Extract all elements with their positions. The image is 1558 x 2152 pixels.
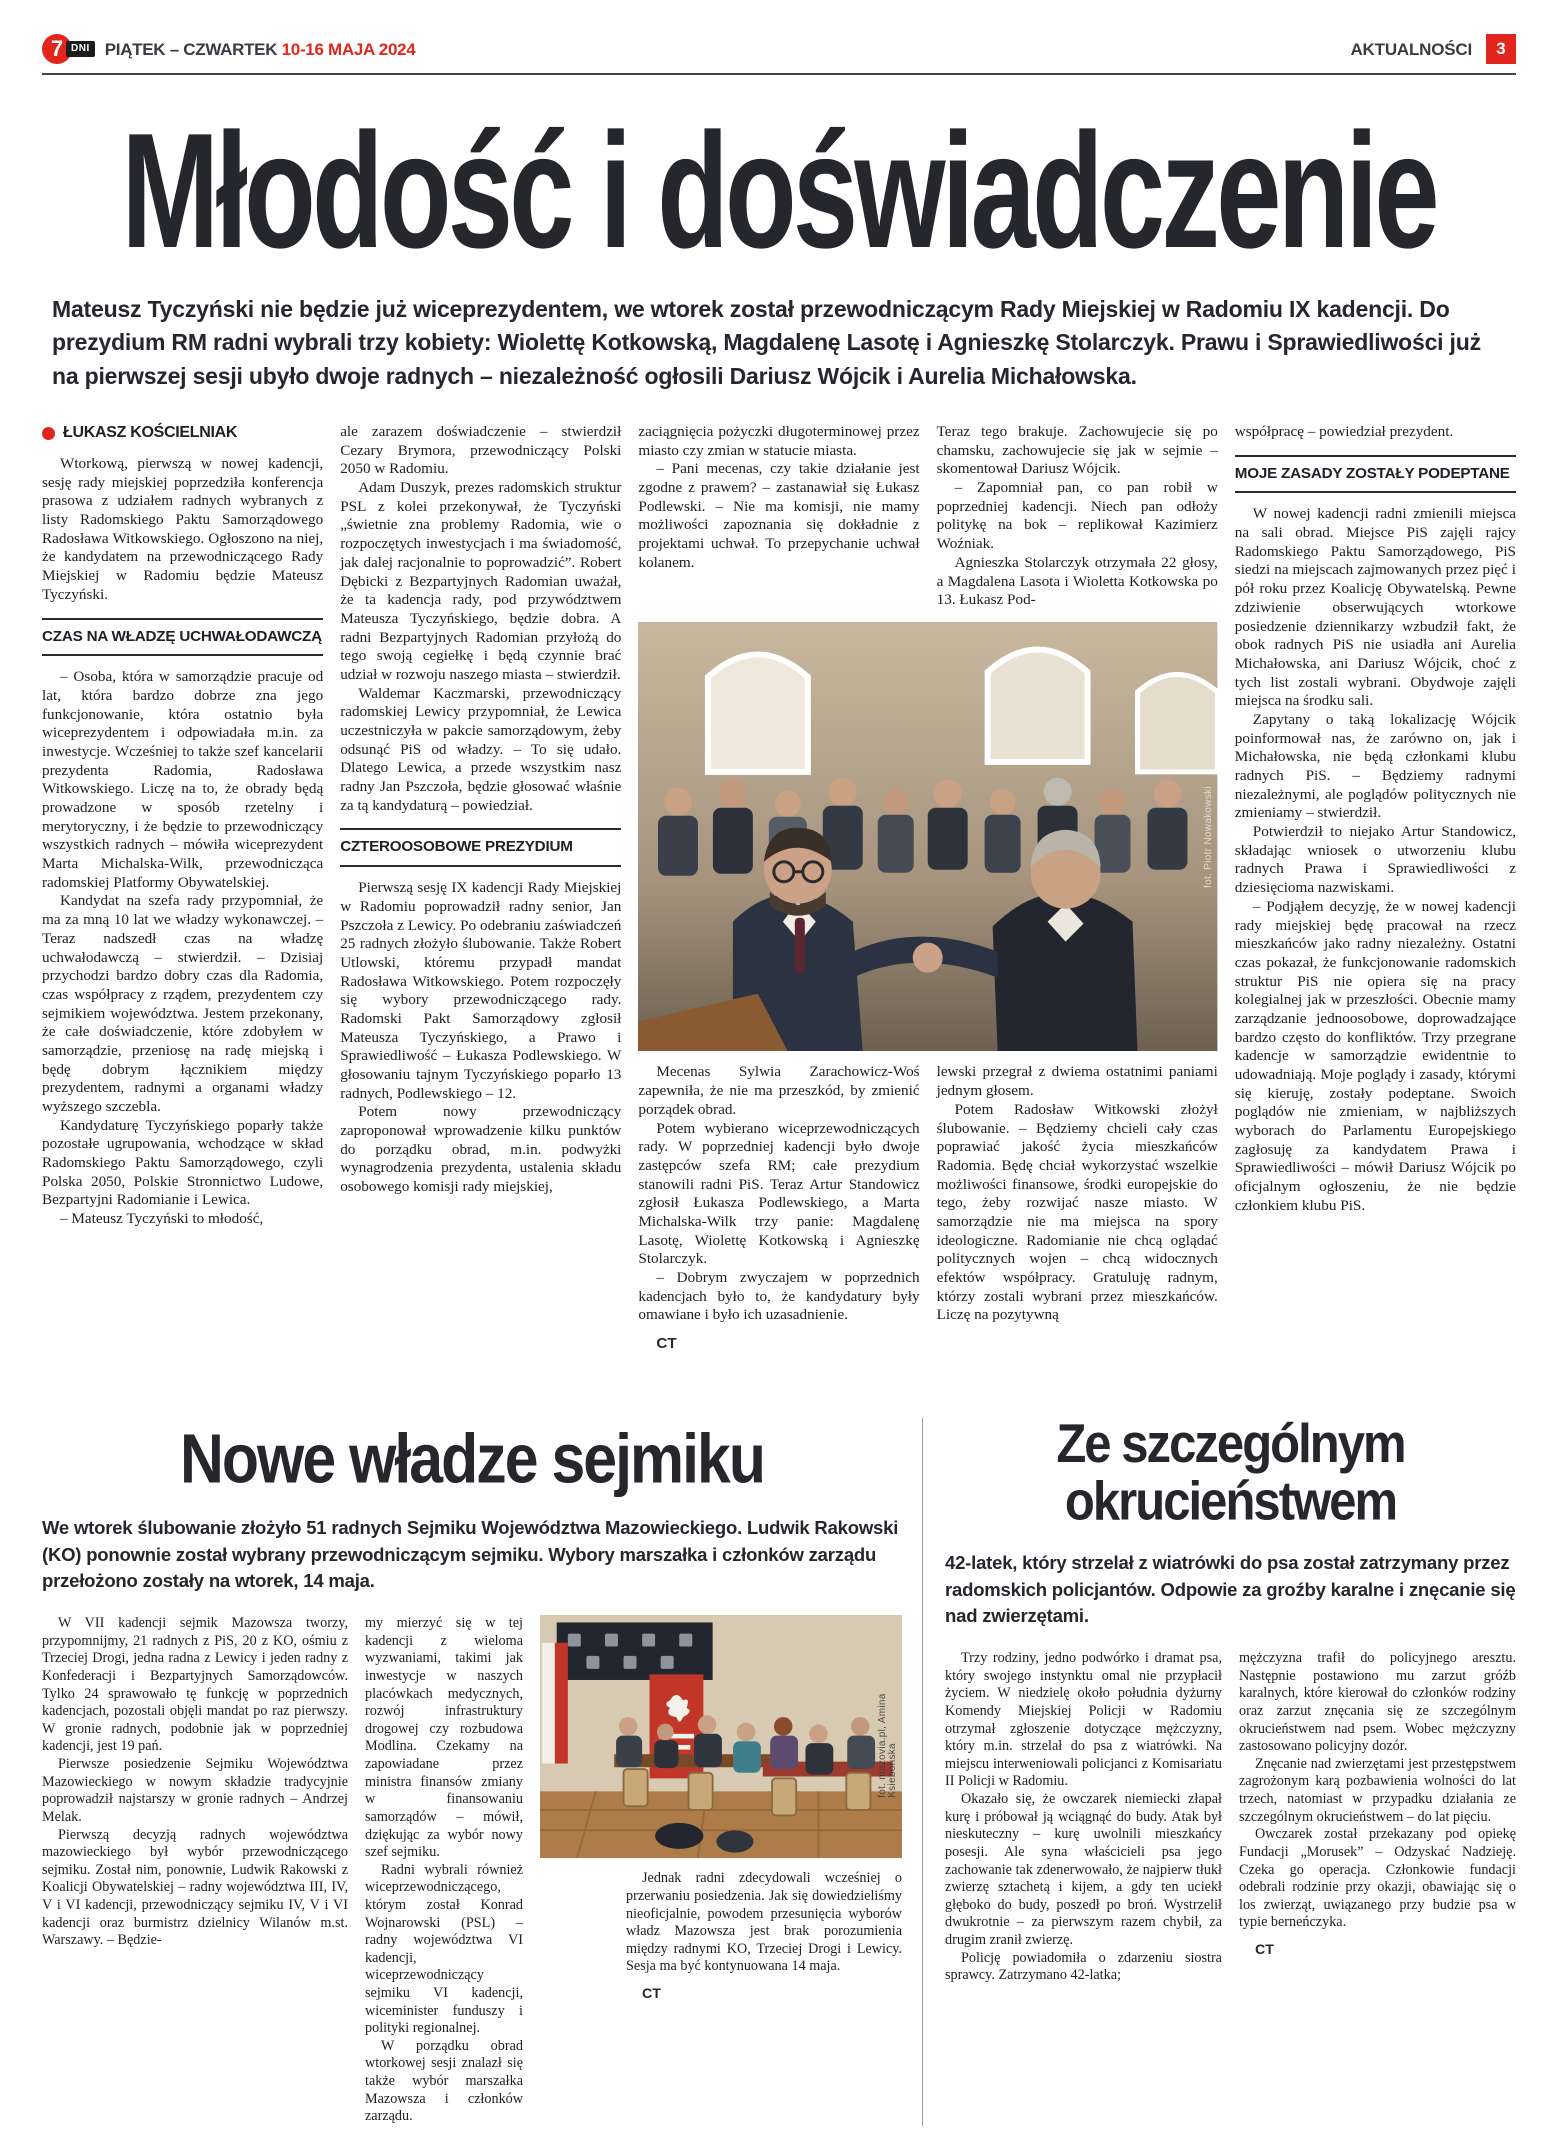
paragraph: W porządku obrad wtorkowej sesji znalazł się także wybór marszałka Mazowsza i członków zarządu.	[365, 2037, 523, 2125]
paragraph: Potem wybierano wiceprzewodniczących rady. W poprzedniej kadencji było dwoje zastępców szefa RM; całe prezydium stanowili radni PiS. Teraz Artur Standowicz zgłosił Łukasza Podlewskiego, a Marta Michalska-Wilk trzy panie: Magdalenę Lasotę, Wiolettę Kotkowską i Agnieszkę Stolarczyk.	[638, 1119, 920, 1268]
masthead-right	[1350, 34, 1516, 64]
paragraph: Trzy rodziny, jedno podwórko i dramat psa, który swojego instynktu omal nie przypłacił życiem. W niedzielę około południa dyżurny Komendy Miejskiej Policji w Radomiu otrzymał zgłoszenie dotyczące mężczyzny, który m.in. strzelał do psa z wiatrówki. Na miejscu interweniowali policjanci z Komisariatu II Policji w Radomiu.	[945, 1650, 1222, 1790]
photo-top-text	[638, 423, 1217, 610]
paragraph: Potwierdził to niejako Artur Standowicz, składając wniosek o utworzeniu klubu radnych Prawa i Sprawiedliwości z dziesięcioma nazwiskami.	[1234, 823, 1516, 897]
sejmik-photo-illustration	[540, 1615, 902, 1858]
cruelty-col-1	[945, 1650, 1222, 1985]
cruelty-article	[922, 1412, 1516, 2126]
cruelty-col-2	[1239, 1650, 1516, 1985]
sejmik-lead: We wtorek ślubowanie złożyło 51 radnych Sejmiku Województwa Mazowieckiego. Ludwik Rakowski (KO) ponownie został wybrany przewodniczącym sejmiku. Wybory marszałka i członków zarządu przełożono zostały na wtorek, 14 maja.	[42, 1516, 899, 1592]
subhead-czteroosobowe-prezydium: CZTEROOSOBOWE PREZYDIUM	[340, 828, 621, 867]
sejmik-photo-session	[540, 1615, 902, 1858]
paragraph: Policję powiadomiła o zdarzeniu siostra sprawcy. Zatrzymano 42-latka;	[945, 1949, 1222, 1984]
paragraph: – Zapomniał pan, co pan robił w poprzedniej kadencji. Niech pan odłoży politykę na bok – replikował Kazimierz Woźniak.	[936, 479, 1218, 553]
paragraph: Agnieszka Stolarczyk otrzymała 22 głosy, a Magdalena Lasota i Wioletta Kotkowska po 13. Łukasz Pod-	[936, 553, 1218, 609]
main-col-3-top	[638, 423, 919, 610]
paragraph: zaciągnięcia pożyczki długoterminowej przez miasto czy zmian w statucie miasta.	[638, 423, 920, 459]
paragraph: Okazało się, że owczarek niemiecki złapał kurę i próbował ją wciągnąć do budy. Atak był nieskuteczny – kurę uwolnili mieszkańcy posesji. Ale syna właścicieli psa jego zachowanie tak zdenerwowało, że najpierw tłukł zwierzę sztachetą i kijem, a gdy ten uciekł głęboko do budy, poszedł po broń. Wystrzelił dwukrotnie – za pierwszym razem chybił, za drugim zranił zwierzę.	[945, 1791, 1222, 1948]
dateline-days: PIĄTEK – CZWARTEK	[104, 39, 278, 59]
paragraph: lewski przegrał z dwiema ostatnimi paniami jednym głosem.	[936, 1063, 1218, 1100]
paragraph: Radni wybrali również wiceprzewodniczącego, którym został Konrad Wojnarowski (PSL) – radny województwa VI kadencji, wiceprzewodniczący sejmiku VI kadencji, wiceminister funduszy i polityki regionalnej.	[365, 1861, 523, 2037]
masthead-left	[42, 34, 415, 64]
masthead	[42, 34, 1516, 75]
paragraph: Waldemar Kaczmarski, przewodniczący radomskiej Lewicy przypomniał, że Lewica uczestniczyła w pakcie samorządowym, żeby odsunąć PiS od władzy. – To się udało. Dlatego Lewica, a przede wszystkim nasz radny Jan Pszczoła, będzie głosować właśnie za tą kandydaturą – powiedział.	[340, 684, 622, 814]
cruelty-headline-line2: okrucieństwem	[1064, 1469, 1397, 1532]
sejmik-headline: Nowe władze sejmiku	[179, 1420, 765, 1498]
article-end-marker: CT	[656, 1335, 677, 1353]
paragraph: – Pani mecenas, czy takie działanie jest zgodne z prawem? – zastanawiał się Łukasz Podlewski. – Nie ma komisji, nie mamy możliwości zapoznania się dokładnie z projektami uchwał. To przepychanie uchwał kolanem.	[638, 460, 920, 571]
dateline-range: 10-16 MAJA 2024	[281, 39, 416, 59]
logo-dni-badge: DNI	[66, 41, 95, 57]
paragraph: – Dobrym zwyczajem w poprzednich kadencjach było to, że kandydatury były omawiane i było ich uzasadnienie.	[638, 1269, 920, 1324]
sejmik-right-area	[540, 1615, 902, 2126]
cruelty-columns	[945, 1650, 1516, 1985]
sejmik-below-photo-text	[540, 1870, 902, 2003]
paragraph: my mierzyć się w tej kadencji z wieloma wyzwaniami, takimi jak inwestycje w naszych placówkach medycznych, rozwój infrastruktury drogowej czy rozbudowa Modlina. Czekamy na zapowiadane przez ministra finansów zmiany w finansowaniu samorządów – mówił, dziękując za wybór nowy szef sejmiku.	[365, 1615, 523, 1861]
paragraph: Kandydat na szefa rady przypomniał, że ma za mną 10 lat we władzy wykonawczej. – Teraz nadszedł czas na władzę uchwałodawczą – stwierdził. – Dzisiaj przychodzi bardzo dobry czas dla Radomia, czas współpracy z rządem, prezydentem czy sejmikiem województwa. Jestem przekonany, że całe doświadczenie, które zdobyłem w samorządzie, przeniosę na radę miejską i będę dobrym łącznikiem między prezydentem, radnymi a organami władzy wyższego szczebla.	[42, 892, 324, 1116]
byline-author: ŁUKASZ KOŚCIELNIAK	[63, 424, 238, 442]
main-photo-columns	[638, 423, 1217, 1354]
main-headline-wrap	[42, 98, 1516, 282]
page-number-badge: 3	[1486, 34, 1516, 64]
byline-dot-icon	[42, 427, 55, 440]
photo-credit: fot. mazovia.pl, Amina Ksiebońska	[877, 1693, 898, 1798]
paragraph: Teraz tego brakuje. Zachowujecie się po chamsku, zachowujecie się jak w sejmie – skomentował Dariusz Wójcik.	[936, 423, 1218, 478]
photo-bottom-text	[638, 1063, 1217, 1353]
main-col-5	[1235, 423, 1516, 1354]
main-col-4-bottom	[937, 1063, 1218, 1353]
main-photo-handshake	[638, 622, 1217, 1052]
cruelty-headline-line1: Ze szczególnym	[1056, 1412, 1405, 1474]
paragraph: Potem Radosław Witkowski złożył ślubowanie. – Będziemy chcieli cały czas poprawiać jakość życia mieszkańców Radomia. Będę chciał wykorzystać wszelkie możliwości finansowe, środki europejskie do tego, żeby rozwijać nasze miasto. W samorządzie nie ma miejsca na spory ideologiczne. Radomianie nie chcą oglądać politycznych wojen – chcą widocznych efektów współpracy. Gratuluję radnym, którzy zostali wybrani przez mieszkańców. Liczę na pozytywną	[936, 1100, 1218, 1324]
article-end-marker: CT	[642, 1986, 661, 2003]
main-photo-illustration	[638, 622, 1217, 1052]
paragraph: Kandydaturę Tyczyńskiego poparły także pozostałe ugrupowania, wchodzące w skład Radomskiego Paktu Samorządowego, czyli Polska 2050, Polskie Stronnictwo Ludowe, Bezpartyjni Radomianie i Lewica.	[42, 1116, 324, 1209]
sejmik-col-2	[365, 1615, 523, 2126]
paragraph: Jednak radni zdecydowali wcześniej o przerwaniu posiedzenia. Jak się dowiedzieliśmy nieoficjalnie, powodem przesunięcia wyborów władz Mazowsza jest brak porozumienia między radnymi KO, Trzeciej Drogi i Lewicy. Sesja ma być kontynuowana 14 maja.	[626, 1870, 902, 1975]
paragraph: Znęcanie nad zwierzętami jest przestępstwem zagrożonym karą pozbawienia wolności do lat trzech, natomiast w przypadku działania ze szczególnym okrucieństwem – do lat pięciu.	[1239, 1755, 1516, 1825]
main-col-4-top	[937, 423, 1218, 610]
paragraph: W VII kadencji sejmik Mazowsza tworzy, przypomnijmy, 21 radnych z PiS, 20 z KO, ośmiu z Trzeciej Drogi, jedna radna z Lewicy i jeden radny z Konfederacji i Bezpartyjnych Samorządowców. Tylko 24 sprawowało tę funkcję w poprzednich kadencjach, pozostali objęli mandat po raz pierwszy. W gronie radnych, podobnie jak w poprzedniej kadencji, jest 19 pań.	[42, 1615, 348, 1755]
paragraph: Wtorkową, pierwszą w nowej kadencji, sesję rady miejskiej poprzedziła konferencja prasowa z udziałem radnych wybranych z listy Radomskiego Paktu Samorządowego Radosława Witkowskiego. Ogłoszono na niej, że kandydatem na przewodniczącego Rady Miejskiej w Radomiu będzie Mateusz Tyczyński.	[42, 455, 324, 603]
photo-credit: fot. Piotr Nowakowski	[1202, 785, 1214, 888]
paragraph: mężczyzna trafił do policyjnego aresztu. Następnie postawiono mu zarzut gróźb karalnych, które kierował do członków rodziny oraz zarzut znęcania się ze szczególnym okrucieństwem nad psem. Wobec mężczyzny zastosowano policyjny dozór.	[1239, 1650, 1516, 1755]
paragraph: współpracę – powiedział prezydent.	[1234, 423, 1454, 441]
bottom-section	[42, 1412, 1516, 2126]
sejmik-article	[42, 1418, 922, 2126]
paragraph: – Mateusz Tyczyński to młodość,	[60, 1210, 264, 1228]
sejmik-columns	[42, 1615, 902, 2126]
subhead-moje-zasady: MOJE ZASADY ZOSTAŁY PODEPTANE	[1235, 455, 1516, 494]
paragraph: – Podjąłem decyzję, że w nowej kadencji rady miejskiej będę pracował na rzecz mieszkańców jako radny niezależny. Ostatni czas pokazał, że funkcjonowanie radomskich struktur PiS nie opiera się na pracy kolegialnej jak w przeszłości. Obecnie mamy zarządzanie jednoosobowe, doprowadzające bardzo często do konfliktów. Trzy przegrane kadencje w samorządzie ewidentnie to udowadniają. Moje poglądy i zasady, którymi się kieruję, zostały podeptane. Swoich poglądów nie zmieniam, w najbliższych wyborach do Parlamentu Europejskiego zagłosuję za kandydatem Prawa i Sprawiedliwości – mówił Dariusz Wójcik po oficjalnym ogłoszeniu, że nie będzie członkiem klubu PiS.	[1234, 897, 1516, 1214]
dateline	[105, 41, 416, 58]
logo-7-icon: 7	[42, 34, 72, 64]
byline	[42, 425, 323, 441]
main-article	[42, 98, 1516, 1354]
paragraph: Pierwsze posiedzenie Sejmiku Województwa Mazowieckiego w nowym składzie tradycyjnie poprowadził najstarszy w gronie radnych – Andrzej Melak.	[42, 1756, 348, 1825]
paragraph: – Osoba, która w samorządzie pracuje od lat, która bardzo dobrze zna jego funkcjonowanie, która ostatnio była wiceprezydentem i odpowiadała m.in. za inwestycje. Wcześniej to także szef kancelarii prezydenta Radomia, Radosława Witkowskiego. Liczę na to, że obrady będą prowadzone w sposób rzetelny i merytoryczny, i że będzie to przewodniczący wszystkich radnych – mówiła wiceprezydent Marta Michalska-Wilk, przewodnicząca radomskiej Platformy Obywatelskiej.	[42, 668, 324, 891]
paragraph: Zapytany o taką lokalizację Wójcik poinformował nas, że zarówno on, jak i Michałowska, nie będą członkami klubu radnych PiS. – Będziemy radnymi niezależnymi, ale poglądów politycznych nie zmieniamy – stwierdził.	[1234, 710, 1516, 822]
main-headline: Młodość i doświadczenie	[121, 98, 1437, 282]
cruelty-headline	[951, 1412, 1511, 1532]
paragraph: Adam Duszyk, prezes radomskich struktur PSL z kolei przekonywał, że Tyczyński „świetnie zna problemy Radomia, wie o rozpoczętych inwestycjach i ma świadomość, jak dalej racjonalnie to poprowadzić”. Robert Dębicki z Bezpartyjnych Radomian uważał, że ta kadencja rady, pod przywództwem Mateusza Tyczyńskiego, będzie dobra. A radni Bezpartyjnych Radomian przyłożą do tego swoją cegiełkę i będą czynnie brać udział w rozwoju naszego miasta – stwierdził.	[340, 479, 622, 683]
main-col-2	[340, 423, 621, 1354]
article-end-marker: CT	[1255, 1941, 1274, 1958]
paragraph: Potem nowy przewodniczący zaproponował wprowadzenie kilku punktów do porządku obrad, m.in. podwyżki wynagrodzenia prezydenta, ustalenia składu osobowego komisji rady miejskiej,	[340, 1103, 622, 1196]
main-article-columns	[42, 423, 1516, 1354]
paragraph: Owczarek został przekazany pod opiekę Fundacji „Morusek” – Odzyskać Nadzieję. Czeka go operacja. Członkowie fundacji odebrali rodzinie przy okazji, obawiając się o los zwierząt, uwiązanego przy budzie psa w typie berneńczyka.	[1239, 1826, 1516, 1931]
main-col-3-bottom	[638, 1063, 919, 1353]
sejmik-col-1	[42, 1615, 348, 2126]
newspaper-logo	[42, 34, 95, 64]
cruelty-lead: 42-latek, który strzelał z wiatrówki do psa został zatrzymany przez radomskich policjantów. Odpowie za groźby karalne i znęcanie się nad zwierzętami.	[945, 1551, 1516, 1627]
paragraph: ale zarazem doświadczenie – stwierdził Cezary Brymora, przewodniczący Polski 2050 w Radomiu.	[340, 423, 622, 478]
main-col-1	[42, 423, 323, 1354]
subhead-czas-na-wladze: CZAS NA WŁADZĘ UCHWAŁODAWCZĄ	[42, 618, 323, 657]
paragraph: Pierwszą sesję IX kadencji Rady Miejskiej w Radomiu poprowadził radny senior, Jan Pszczoła z Lewicy. Po odebraniu zaświadczeń 25 radnych złożyło ślubowanie. Także Robert Utlowski, któremu przypadł mandat Radosława Witkowskiego. Potem rozpoczęły się wybory przewodniczącego rady. Radomski Pakt Samorządowy zgłosił Mateusza Tyczyńskiego, a Prawo i Sprawiedliwość – Łukasza Podlewskiego. W głosowaniu tajnym Tyczyńskiego poparło 13 radnych, Podlewskiego – 12.	[340, 879, 622, 1102]
paragraph: W nowej kadencji radni zmienili miejsca na sali obrad. Miejsce PiS zajęli rajcy Radomskiego Paktu Samorządowego, PiS siedzi na miejscach zajmowanych przez pięć i pół roku przez Koalicję Obywatelską. Pewne zdziwienie obserwujących wtorkowe posiedzenie dziennikarzy wzbudził fakt, że obok radnych PiS nie usiadła ani Aurelia Michałowska, ani Dariusz Wójcik, choć z tych list zostali wybrani. Obydwoje zajęli miejsca na środku sali.	[1234, 505, 1516, 710]
section-label: AKTUALNOŚCI	[1350, 39, 1472, 59]
paragraph: Mecenas Sylwia Zarachowicz-Woś zapewniła, że nie ma przeszkód, by zmienić porządek obrad.	[638, 1063, 920, 1118]
paragraph: Pierwszą decyzją radnych województwa mazowieckiego był wybór przewodniczącego sejmiku. Został nim, ponownie, Ludwik Rakowski z Koalicji Obywatelskiej – radny województwa III, IV, V i VI kadencji, przewodniczący sejmiku IV, V i VI kadencji oraz burmistrz dzielnicy Wilanów m.st. Warszawy. – Będzie-	[42, 1826, 348, 1949]
main-lead: Mateusz Tyczyński nie będzie już wiceprezydentem, we wtorek został przewodniczącym Rady Miejskiej w Radomiu IX kadencji. Do prezydium RM radni wybrali trzy kobiety: Wiolettę Kotkowską, Magdalenę Lasotę i Agnieszkę Stolarczyk. Prawu i Sprawiedliwości już na pierwszej sesji ubyło dwoje radnych – niezależność ogłosili Dariusz Wójcik i Aurelia Michałowska.	[52, 296, 1481, 389]
